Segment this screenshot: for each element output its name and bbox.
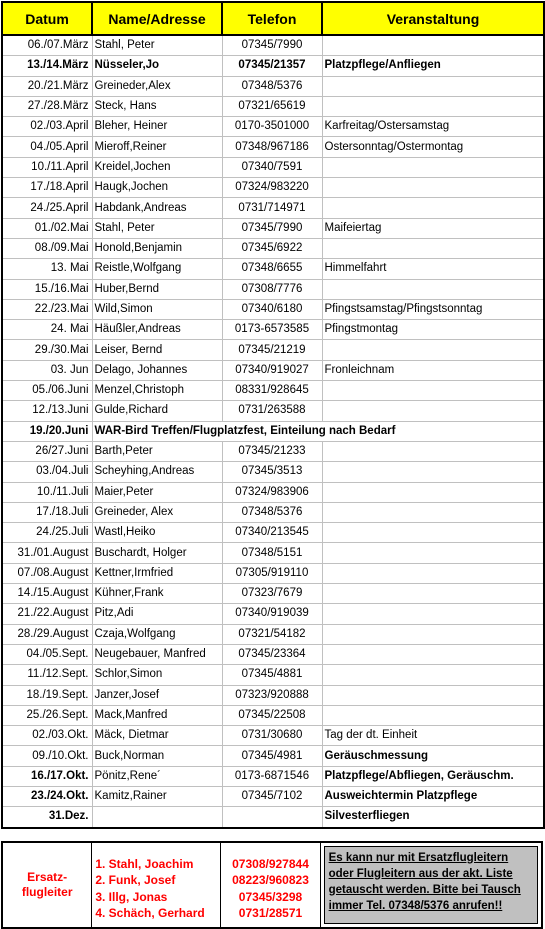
- date-cell[interactable]: 24./25.April: [2, 198, 92, 218]
- table-row: [2, 340, 544, 360]
- date-cell[interactable]: 17./18.Juli: [2, 502, 92, 522]
- substitute-label-cell: [3, 843, 92, 927]
- name-cell[interactable]: Schlor,Simon: [92, 665, 222, 685]
- name-cell[interactable]: Menzel,Christoph: [92, 381, 222, 401]
- phone-cell[interactable]: 07348/967186: [222, 137, 322, 157]
- phone-cell[interactable]: 07340/213545: [222, 523, 322, 543]
- event-cell[interactable]: [322, 624, 544, 644]
- table-row: [2, 746, 544, 766]
- phone-cell[interactable]: 0731/30680: [222, 726, 322, 746]
- event-cell[interactable]: [322, 543, 544, 563]
- date-cell[interactable]: 29./30.Mai: [2, 340, 92, 360]
- date-cell[interactable]: 03./04.Juli: [2, 462, 92, 482]
- event-cell[interactable]: Himmelfahrt: [322, 259, 544, 279]
- date-cell[interactable]: 26/27.Juni: [2, 441, 92, 461]
- event-cell[interactable]: Fronleichnam: [322, 360, 544, 380]
- date-cell[interactable]: 22./23.Mai: [2, 299, 92, 319]
- date-cell[interactable]: 24. Mai: [2, 320, 92, 340]
- phone-cell[interactable]: 0731/714971: [222, 198, 322, 218]
- table-row: [2, 665, 544, 685]
- date-cell[interactable]: 06./07.März: [2, 35, 92, 56]
- event-cell[interactable]: [322, 157, 544, 177]
- phone-cell[interactable]: 07340/919039: [222, 604, 322, 624]
- phone-cell[interactable]: 07340/7591: [222, 157, 322, 177]
- name-cell[interactable]: Mäck, Dietmar: [92, 726, 222, 746]
- name-cell[interactable]: Czaja,Wolfgang: [92, 624, 222, 644]
- table-row: [2, 299, 544, 319]
- table-row: [2, 584, 544, 604]
- date-cell[interactable]: 28./29.August: [2, 624, 92, 644]
- phone-cell[interactable]: 07345/6922: [222, 238, 322, 258]
- table-row: [2, 76, 544, 96]
- event-cell[interactable]: Ausweichtermin Platzpflege: [322, 786, 544, 806]
- date-cell[interactable]: 09./10.Okt.: [2, 746, 92, 766]
- table-row: [2, 421, 544, 441]
- event-cell[interactable]: [322, 502, 544, 522]
- name-cell[interactable]: Pönitz,Rene´: [92, 766, 222, 786]
- phone-cell[interactable]: 07348/5151: [222, 543, 322, 563]
- phone-cell[interactable]: 07345/4981: [222, 746, 322, 766]
- header-telefon[interactable]: Telefon: [222, 2, 322, 35]
- date-cell[interactable]: 05./06.Juni: [2, 381, 92, 401]
- table-row: [2, 624, 544, 644]
- table-row: [2, 401, 544, 421]
- table-row: [2, 705, 544, 725]
- date-cell[interactable]: 16./17.Okt.: [2, 766, 92, 786]
- header-datum[interactable]: Datum: [2, 2, 92, 35]
- table-row: [2, 543, 544, 563]
- event-cell[interactable]: Maifeiertag: [322, 218, 544, 238]
- substitute-section: [1, 841, 543, 929]
- name-cell[interactable]: Kreidel,Jochen: [92, 157, 222, 177]
- phone-cell[interactable]: 07340/919027: [222, 360, 322, 380]
- date-cell[interactable]: 17./18.April: [2, 178, 92, 198]
- event-cell[interactable]: [322, 35, 544, 56]
- phone-cell[interactable]: 0170-3501000: [222, 117, 322, 137]
- substitute-label: Ersatz- flugleiter: [21, 869, 73, 899]
- event-cell[interactable]: Karfreitag/Ostersamstag: [322, 117, 544, 137]
- date-cell[interactable]: 10./11.Juli: [2, 482, 92, 502]
- date-cell[interactable]: 08./09.Mai: [2, 238, 92, 258]
- table-row: [2, 259, 544, 279]
- date-cell[interactable]: 18./19.Sept.: [2, 685, 92, 705]
- event-cell[interactable]: [322, 705, 544, 725]
- table-row: [2, 644, 544, 664]
- table-row: [2, 766, 544, 786]
- event-cell[interactable]: [322, 604, 544, 624]
- name-cell[interactable]: Huber,Bernd: [92, 279, 222, 299]
- event-cell[interactable]: Platzpflege/Abfliegen, Geräuschm.: [322, 766, 544, 786]
- table-row: [2, 685, 544, 705]
- header-veranstaltung[interactable]: Veranstaltung: [322, 2, 544, 35]
- table-row: [2, 786, 544, 806]
- substitute-name[interactable]: 3. Illg, Jonas: [95, 889, 168, 904]
- event-cell[interactable]: [322, 198, 544, 218]
- schedule-table: [1, 1, 545, 829]
- date-cell[interactable]: 19./20.Juni: [2, 421, 92, 441]
- date-cell[interactable]: 13. Mai: [2, 259, 92, 279]
- event-span-cell[interactable]: WAR-Bird Treffen/Flugplatzfest, Einteilung nach Bedarf: [92, 421, 544, 441]
- date-cell[interactable]: 13./14.März: [2, 56, 92, 76]
- date-cell[interactable]: 02./03.Okt.: [2, 726, 92, 746]
- event-cell[interactable]: [322, 76, 544, 96]
- exchange-note[interactable]: Es kann nur mit Ersatzflugleitern oder Flugleitern aus der akt. Liste getauscht werden. Bitte bei Tausch immer Tel. 07348/5376 anrufen!!: [324, 846, 538, 924]
- phone-cell[interactable]: 07345/7102: [222, 786, 322, 806]
- event-cell[interactable]: [322, 584, 544, 604]
- schedule-sheet: [1, 1, 543, 929]
- name-cell[interactable]: Bleher, Heiner: [92, 117, 222, 137]
- name-cell[interactable]: Habdank,Andreas: [92, 198, 222, 218]
- substitute-phone[interactable]: 07308/927844: [232, 856, 309, 871]
- phone-cell[interactable]: 07324/983906: [222, 482, 322, 502]
- name-cell[interactable]: Delago, Johannes: [92, 360, 222, 380]
- date-cell[interactable]: 04./05.Sept.: [2, 644, 92, 664]
- substitute-name[interactable]: 2. Funk, Josef: [95, 873, 176, 888]
- phone-cell[interactable]: 07345/7990: [222, 218, 322, 238]
- event-cell[interactable]: Silvesterfliegen: [322, 807, 544, 828]
- date-cell[interactable]: 02./03.April: [2, 117, 92, 137]
- name-cell[interactable]: Steck, Hans: [92, 96, 222, 116]
- event-cell[interactable]: Pfingstsamstag/Pfingstsonntag: [322, 299, 544, 319]
- phone-cell[interactable]: 07323/920888: [222, 685, 322, 705]
- event-cell[interactable]: Ostersonntag/Ostermontag: [322, 137, 544, 157]
- name-cell[interactable]: Janzer,Josef: [92, 685, 222, 705]
- table-row: [2, 523, 544, 543]
- event-cell[interactable]: [322, 685, 544, 705]
- phone-cell[interactable]: 0173-6573585: [222, 320, 322, 340]
- table-row: [2, 35, 544, 56]
- name-cell[interactable]: Pitz,Adi: [92, 604, 222, 624]
- name-cell[interactable]: Neugebauer, Manfred: [92, 644, 222, 664]
- date-cell[interactable]: 23./24.Okt.: [2, 786, 92, 806]
- date-cell[interactable]: 12./13.Juni: [2, 401, 92, 421]
- table-row: [2, 381, 544, 401]
- table-row: [2, 726, 544, 746]
- table-row: [2, 238, 544, 258]
- name-cell[interactable]: Buck,Norman: [92, 746, 222, 766]
- name-cell[interactable]: Scheyhing,Andreas: [92, 462, 222, 482]
- event-cell[interactable]: [322, 279, 544, 299]
- header-row: [2, 2, 544, 35]
- schedule-rows: [2, 35, 544, 828]
- table-row: [2, 604, 544, 624]
- phone-cell[interactable]: 07345/21233: [222, 441, 322, 461]
- event-cell[interactable]: [322, 96, 544, 116]
- date-cell[interactable]: 07./08.August: [2, 563, 92, 583]
- event-cell[interactable]: Geräuschmessung: [322, 746, 544, 766]
- table-row: [2, 360, 544, 380]
- date-cell[interactable]: 27./28.März: [2, 96, 92, 116]
- phone-cell[interactable]: 0173-6871546: [222, 766, 322, 786]
- table-row: [2, 441, 544, 461]
- name-cell[interactable]: Leiser, Bernd: [92, 340, 222, 360]
- event-cell[interactable]: [322, 178, 544, 198]
- phone-cell[interactable]: 07321/65619: [222, 96, 322, 116]
- substitute-phones-cell: [221, 843, 320, 927]
- phone-cell[interactable]: 07345/21219: [222, 340, 322, 360]
- table-row: [2, 117, 544, 137]
- substitute-phone[interactable]: 07345/3298: [238, 889, 303, 904]
- event-cell[interactable]: [322, 563, 544, 583]
- phone-cell[interactable]: 07340/6180: [222, 299, 322, 319]
- table-row: [2, 462, 544, 482]
- phone-cell[interactable]: 07345/4881: [222, 665, 322, 685]
- table-row: [2, 563, 544, 583]
- name-cell[interactable]: Haugk,Jochen: [92, 178, 222, 198]
- event-cell[interactable]: [322, 482, 544, 502]
- date-cell[interactable]: 01./02.Mai: [2, 218, 92, 238]
- name-cell[interactable]: Reistle,Wolfgang: [92, 259, 222, 279]
- date-cell[interactable]: 31.Dez.: [2, 807, 92, 828]
- name-cell[interactable]: Greineder,Alex: [92, 76, 222, 96]
- phone-cell[interactable]: [222, 807, 322, 828]
- date-cell[interactable]: 11./12.Sept.: [2, 665, 92, 685]
- exchange-note-cell: [321, 843, 541, 927]
- date-cell[interactable]: 15./16.Mai: [2, 279, 92, 299]
- phone-cell[interactable]: 07345/22508: [222, 705, 322, 725]
- substitute-name[interactable]: 4. Schäch, Gerhard: [95, 906, 205, 921]
- table-row: [2, 96, 544, 116]
- name-cell[interactable]: Stahl, Peter: [92, 35, 222, 56]
- table-row: [2, 178, 544, 198]
- phone-cell[interactable]: 07348/5376: [222, 76, 322, 96]
- name-cell[interactable]: Kühner,Frank: [92, 584, 222, 604]
- name-cell[interactable]: Kettner,Irmfried: [92, 563, 222, 583]
- name-cell[interactable]: Honold,Benjamin: [92, 238, 222, 258]
- table-row: [2, 320, 544, 340]
- date-cell[interactable]: 10./11.April: [2, 157, 92, 177]
- name-cell[interactable]: Nüsseler,Jo: [92, 56, 222, 76]
- phone-cell[interactable]: 0731/263588: [222, 401, 322, 421]
- name-cell[interactable]: Wild,Simon: [92, 299, 222, 319]
- phone-cell[interactable]: 07305/919110: [222, 563, 322, 583]
- table-row: [2, 482, 544, 502]
- phone-cell[interactable]: 07348/6655: [222, 259, 322, 279]
- date-cell[interactable]: 24./25.Juli: [2, 523, 92, 543]
- name-cell[interactable]: [92, 807, 222, 828]
- table-row: [2, 137, 544, 157]
- name-cell[interactable]: Häußler,Andreas: [92, 320, 222, 340]
- event-cell[interactable]: [322, 644, 544, 664]
- event-cell[interactable]: [322, 381, 544, 401]
- substitute-names-cell: [92, 843, 221, 927]
- table-row: [2, 198, 544, 218]
- date-cell[interactable]: 03. Jun: [2, 360, 92, 380]
- header-name[interactable]: Name/Adresse: [92, 2, 222, 35]
- name-cell[interactable]: Mack,Manfred: [92, 705, 222, 725]
- table-row: [2, 279, 544, 299]
- event-cell[interactable]: Platzpflege/Anfliegen: [322, 56, 544, 76]
- date-cell[interactable]: 14./15.August: [2, 584, 92, 604]
- phone-cell[interactable]: 07345/7990: [222, 35, 322, 56]
- date-cell[interactable]: 04./05.April: [2, 137, 92, 157]
- phone-cell[interactable]: 07345/3513: [222, 462, 322, 482]
- table-row: [2, 807, 544, 828]
- date-cell[interactable]: 31./01.August: [2, 543, 92, 563]
- substitute-name[interactable]: 1. Stahl, Joachim: [95, 856, 194, 871]
- phone-cell[interactable]: 07321/54182: [222, 624, 322, 644]
- event-cell[interactable]: Tag der dt. Einheit: [322, 726, 544, 746]
- event-cell[interactable]: [322, 441, 544, 461]
- phone-cell[interactable]: 07348/5376: [222, 502, 322, 522]
- phone-cell[interactable]: 08331/928645: [222, 381, 322, 401]
- table-row: [2, 218, 544, 238]
- name-cell[interactable]: Kamitz,Rainer: [92, 786, 222, 806]
- table-row: [2, 56, 544, 76]
- event-cell[interactable]: [322, 665, 544, 685]
- table-row: [2, 157, 544, 177]
- event-cell[interactable]: [322, 238, 544, 258]
- date-cell[interactable]: 25./26.Sept.: [2, 705, 92, 725]
- phone-cell[interactable]: 07323/7679: [222, 584, 322, 604]
- event-cell[interactable]: [322, 340, 544, 360]
- event-cell[interactable]: Pfingstmontag: [322, 320, 544, 340]
- phone-cell[interactable]: 07324/983220: [222, 178, 322, 198]
- event-cell[interactable]: [322, 523, 544, 543]
- name-cell[interactable]: Gulde,Richard: [92, 401, 222, 421]
- phone-cell[interactable]: 07345/23364: [222, 644, 322, 664]
- phone-cell[interactable]: 07308/7776: [222, 279, 322, 299]
- event-cell[interactable]: [322, 401, 544, 421]
- name-cell[interactable]: Wastl,Heiko: [92, 523, 222, 543]
- substitute-phone[interactable]: 08223/960823: [232, 873, 309, 888]
- name-cell[interactable]: Stahl, Peter: [92, 218, 222, 238]
- name-cell[interactable]: Buschardt, Holger: [92, 543, 222, 563]
- phone-cell[interactable]: 07345/21357: [222, 56, 322, 76]
- name-cell[interactable]: Barth,Peter: [92, 441, 222, 461]
- date-cell[interactable]: 20./21.März: [2, 76, 92, 96]
- name-cell[interactable]: Greineder, Alex: [92, 502, 222, 522]
- event-cell[interactable]: [322, 462, 544, 482]
- table-row: [2, 502, 544, 522]
- name-cell[interactable]: Maier,Peter: [92, 482, 222, 502]
- substitute-phone[interactable]: 0731/28571: [238, 906, 303, 921]
- date-cell[interactable]: 21./22.August: [2, 604, 92, 624]
- name-cell[interactable]: Mieroff,Reiner: [92, 137, 222, 157]
